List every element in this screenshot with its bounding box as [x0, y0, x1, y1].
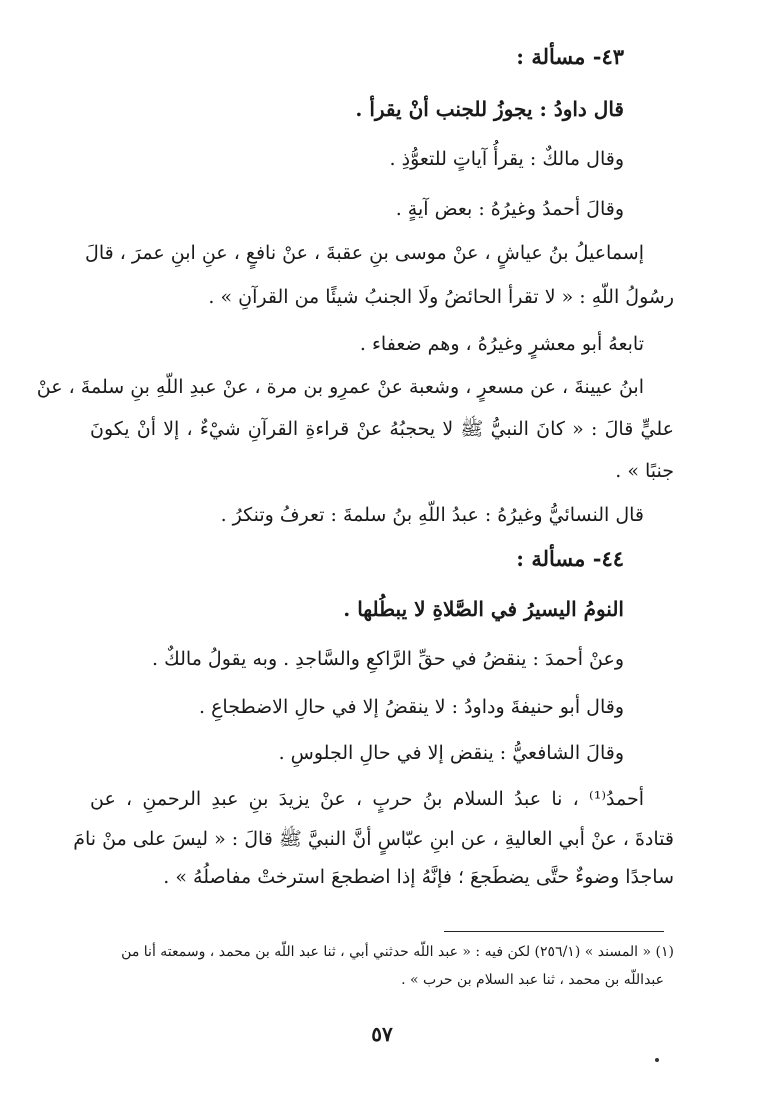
scan-speck — [655, 1058, 659, 1062]
section-43-hadith1-line1: إسماعيلُ بنُ عياشٍ ، عنْ موسى بنِ عقبةَ ، عنْ نافعٍ ، عنِ ابنِ عمرَ ، قالَ — [85, 242, 644, 264]
section-44-shafii-opinion: وقالَ الشافعيُّ : ينقض إلا في حالِ الجلوسِ . — [278, 742, 624, 764]
section-43-ahmad-opinion: وقالَ أحمدُ وغيرُهُ : بعض آيةٍ . — [395, 198, 624, 220]
section-44-ruling: النومُ اليسيرُ في الصَّلاةِ لا يبطُلها . — [343, 597, 624, 621]
section-43-hadith2-line1: ابنُ عيينةَ ، عن مسعرٍ ، وشعبة عنْ عمرِو بن مرة ، عنْ عبدِ اللّهِ بنِ سلمةَ ، عنْ — [36, 376, 644, 398]
section-43-title: ٤٣- مسألة : — [516, 44, 624, 69]
page-number: ٥٧ — [371, 1022, 393, 1046]
section-43-hadith2-line2: عليٍّ قالَ : « كانَ النبيُّ ﷺ لا يحجبُهُ عنْ قراءةِ القرآنِ شيْءٌ ، إلا أنْ يكونَ — [90, 418, 674, 440]
section-44-abuhanifa-opinion: وقال أبو حنيفةَ وداودُ : لا ينقضُ إلا في حالِ الاضطجاعِ . — [198, 696, 624, 718]
section-44-title: ٤٤- مسألة : — [516, 546, 624, 571]
section-43-hadith2-line3: جنبًا » . — [615, 460, 674, 482]
section-43-malik-opinion: وقال مالكٌ : يقرأُ آياتٍ للتعوُّذِ . — [389, 148, 624, 170]
section-44-hadith-line2: قتادةَ ، عنْ أبي العاليةِ ، عن ابنِ عبّاسٍ أنَّ النبيَّ ﷺ قالَ : « ليسَ على منْ نامَ — [73, 828, 674, 850]
section-44-hadith-line3: ساجدًا وضوءٌ حتَّى يضطَجعَ ؛ فإنَّهُ إذا اضطجعَ استرختْ مفاصلُهُ » . — [163, 866, 674, 888]
footnote-line1: (١) « المسند » (٢٥٦/١) لكن فيه : « عبد اللّه حدثني أبي ، ثنا عبد اللّه بن محمد ، وسمعته أنا من — [121, 944, 674, 960]
footnote-divider — [444, 931, 664, 932]
section-43-nasai-opinion: قال النسائيُّ وغيرُهُ : عبدُ اللّهِ بنُ سلمةَ : تعرفُ وتنكرُ . — [220, 504, 644, 526]
section-43-follow-note: تابعهُ أبو معشرٍ وغيرُهُ ، وهم ضعفاء . — [359, 333, 644, 355]
section-44-ahmad-opinion: وعنْ أحمدَ : ينقضُ في حقِّ الرَّاكعِ والسَّاجدِ . وبه يقولُ مالكٌ . — [152, 648, 624, 670]
section-43-ruling: قال داودُ : يجوزُ للجنب أنْ يقرأ . — [355, 97, 624, 121]
section-44-hadith-line1: أحمدُ⁽¹⁾ ، نا عبدُ السلام بنُ حربٍ ، عنْ يزيدَ بنِ عبدِ الرحمنِ ، عن — [90, 788, 644, 810]
footnote-line2: عبداللّه بن محمد ، ثنا عبد السلام بن حرب » . — [401, 972, 664, 988]
section-43-hadith1-line2: رسُولُ اللّهِ : « لا تقرأ الحائضُ ولَا الجنبُ شيئًا من القرآنِ » . — [208, 286, 674, 308]
